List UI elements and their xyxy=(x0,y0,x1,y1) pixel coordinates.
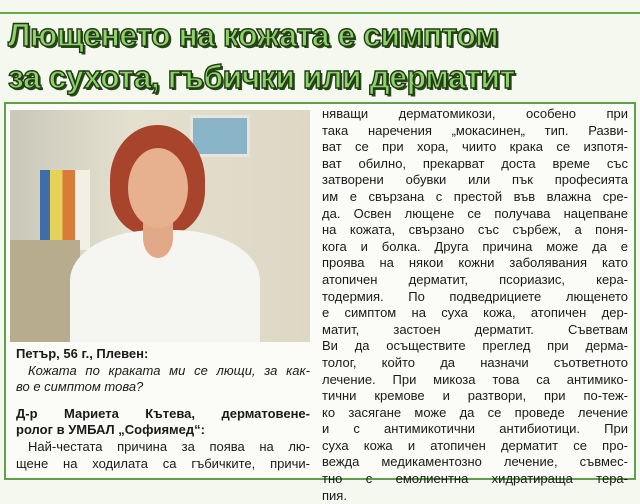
answer-text-line: е симптом на суха кожа, атопичен дер- xyxy=(322,305,628,321)
answer-text-line: проява на някои кожни заболявания като xyxy=(322,255,628,271)
answer-text-line: им е свързана с престой във влажна сре- xyxy=(322,188,628,204)
answer-text-line: тно с емолиентна хидратираща тера- xyxy=(322,471,628,487)
answer-text-line: атопичен дерматит, псориазис, кера- xyxy=(322,271,628,287)
answer-text-line: ко засягане може да се проведе лечение xyxy=(322,404,628,420)
answer-text-line: кога и болка. Друга причина може да е xyxy=(322,238,628,254)
answer-text-line: и с антимикотични антибиотици. При xyxy=(322,421,628,437)
answer-text-line: тични кремове и разтвори, при по-теж- xyxy=(322,388,628,404)
answer-text-line: Ви да осъществите преглед при дерма- xyxy=(322,338,628,354)
doctor-photo xyxy=(10,110,310,342)
left-column-text xyxy=(16,346,310,472)
question-text-line: во е симптом това? xyxy=(16,379,144,395)
right-column-text xyxy=(322,106,628,504)
headline-line-1: Лющенето на кожата е симптом xyxy=(8,17,499,53)
answer-text-line: да. Освен лющене се получава нацепване xyxy=(322,205,628,221)
answer-text-line: Най-честата причина за поява на лю- xyxy=(28,438,310,454)
answer-text-line: пия. xyxy=(322,487,347,503)
answer-text-line: лечение. При микоза това са антимико- xyxy=(322,371,628,387)
doctor-face xyxy=(128,148,188,228)
answer-text-line: матит, застоен дерматит. Съветвам xyxy=(322,321,628,337)
answer-author-line: ролог в УМБАЛ „Софиямед“: xyxy=(16,422,205,438)
brochures xyxy=(40,170,90,250)
answer-text-line: толог, който да назначи съответното xyxy=(322,354,628,370)
answer-text-line: тодермия. По подведрициете лющенето xyxy=(322,288,628,304)
answer-text-line: суха кожа и атопичен дерматит се про- xyxy=(322,437,628,453)
answer-text-line: ват се при хора, чиито крака се изпотя- xyxy=(322,139,628,155)
wall-picture xyxy=(190,115,250,157)
answer-text-line: на кожата, свързано със сърбеж, а поня- xyxy=(322,222,628,238)
answer-text-line: няващи дерматомикози, особено при xyxy=(322,106,628,121)
question-author: Петър, 56 г., Плевен: xyxy=(16,346,149,361)
question-text-line: Кожата по краката ми се лющи, за как- xyxy=(28,362,310,378)
top-rule xyxy=(0,12,640,14)
headline-line-2: за сухота, гъбички или дерматит xyxy=(8,59,515,95)
answer-author-line: Д-р Мариета Кътева, дерматовене- xyxy=(16,405,310,421)
answer-text-line: ват обилно, прекарват доста време със xyxy=(322,155,628,171)
answer-text-line: вежда медикаментозно лечение, съвмес- xyxy=(322,454,628,470)
answer-text-line: щене на ходилата са гъбичките, причи- xyxy=(16,455,310,471)
answer-text-line: така наречения „мокасинен„ тип. Разви- xyxy=(322,122,628,138)
answer-text-line: затворени обувки или пък професията xyxy=(322,172,628,188)
